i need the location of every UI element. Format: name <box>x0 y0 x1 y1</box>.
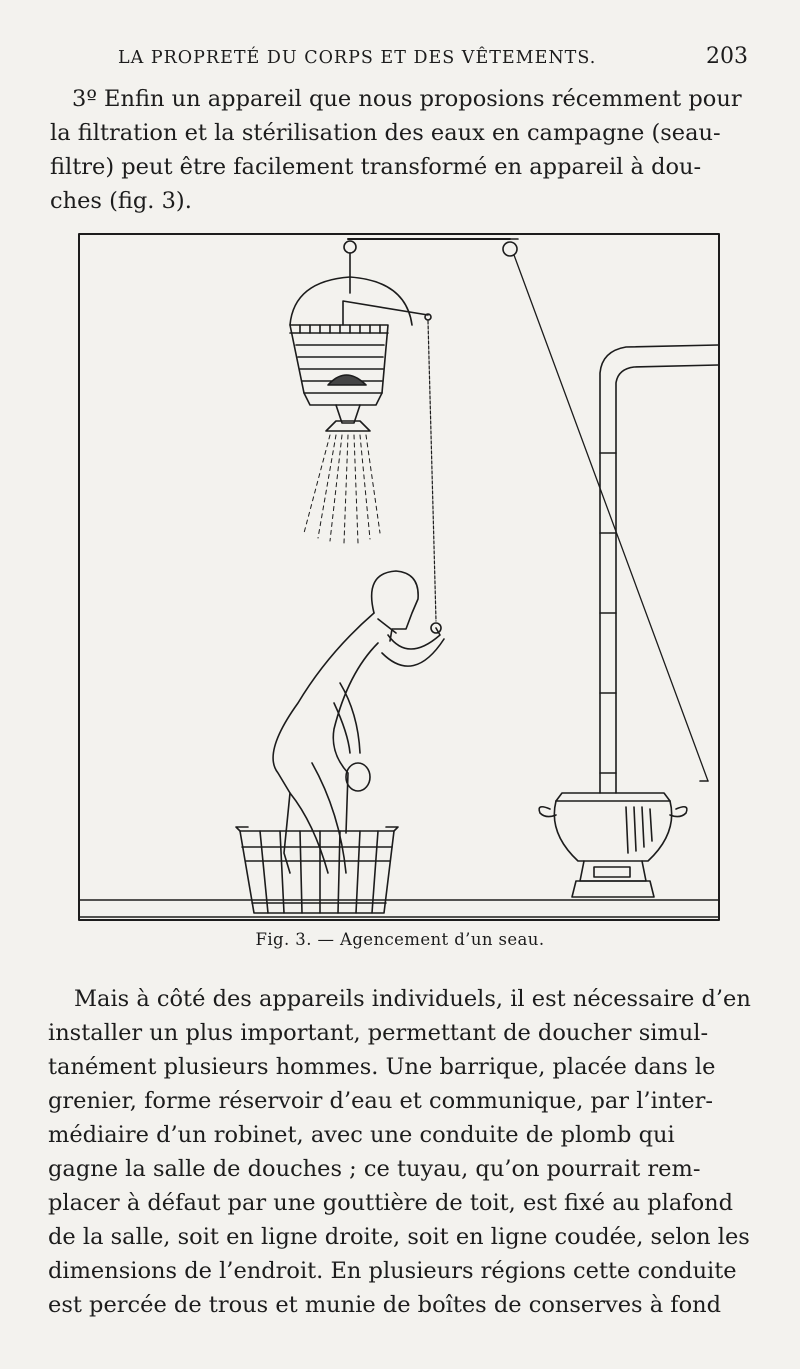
text-line: dimensions de l’endroit. En plusieurs régions cette conduite <box>48 1258 737 1284</box>
text-line: la filtration et la stérilisation des eaux en campagne (seau- <box>50 120 721 146</box>
sponge <box>346 763 370 791</box>
text-line: filtre) peut être facilement transformé en appareil à dou- <box>50 154 702 180</box>
text-line: de la salle, soit en ligne droite, soit en ligne coudée, selon les <box>48 1224 750 1250</box>
text-line: médiaire d’un robinet, avec une conduite de plomb qui <box>48 1122 675 1148</box>
text-line: tanément plusieurs hommes. Une barrique, placée dans le <box>48 1054 716 1080</box>
running-title: LA PROPRETÉ DU CORPS ET DES VÊTEMENTS. <box>118 48 597 68</box>
page-number: 203 <box>706 44 748 69</box>
text-line: placer à défaut par une gouttière de toit, est fixé au plafond <box>48 1190 734 1216</box>
text-line: Mais à côté des appareils individuels, il est nécessaire d’en <box>74 986 751 1012</box>
text-line: gagne la salle de douches ; ce tuyau, qu’on pourrait rem- <box>48 1156 701 1182</box>
pull-cord <box>428 321 436 621</box>
filter-dome <box>328 375 366 385</box>
boiler-stove <box>539 781 708 897</box>
pulley-rope <box>514 255 708 781</box>
text-line: 3º Enfin un appareil que nous proposions récemment pour <box>72 86 742 112</box>
pulley-right <box>503 242 517 256</box>
paragraph-intro <box>50 82 750 218</box>
stove-pipe <box>600 345 718 793</box>
text-line: ches (fig. 3). <box>50 188 192 214</box>
text-line: grenier, forme réservoir d’eau et communique, par l’inter- <box>48 1088 713 1114</box>
bathing-man <box>273 571 444 873</box>
figure-caption: Fig. 3. — Agencement d’un seau. <box>255 930 545 949</box>
shower-bucket-drawing <box>78 233 720 923</box>
figure-border <box>79 234 719 920</box>
text-line: installer un plus important, permettant de doucher simul- <box>48 1020 709 1046</box>
water-spray <box>304 435 380 543</box>
paragraph-main <box>48 982 752 1322</box>
pulley-left <box>344 241 356 253</box>
text-line: est percée de trous et munie de boîtes de conserves à fond <box>48 1292 722 1318</box>
running-head <box>118 44 748 74</box>
figure-illustration <box>78 233 720 923</box>
bucket-handle <box>290 277 412 325</box>
